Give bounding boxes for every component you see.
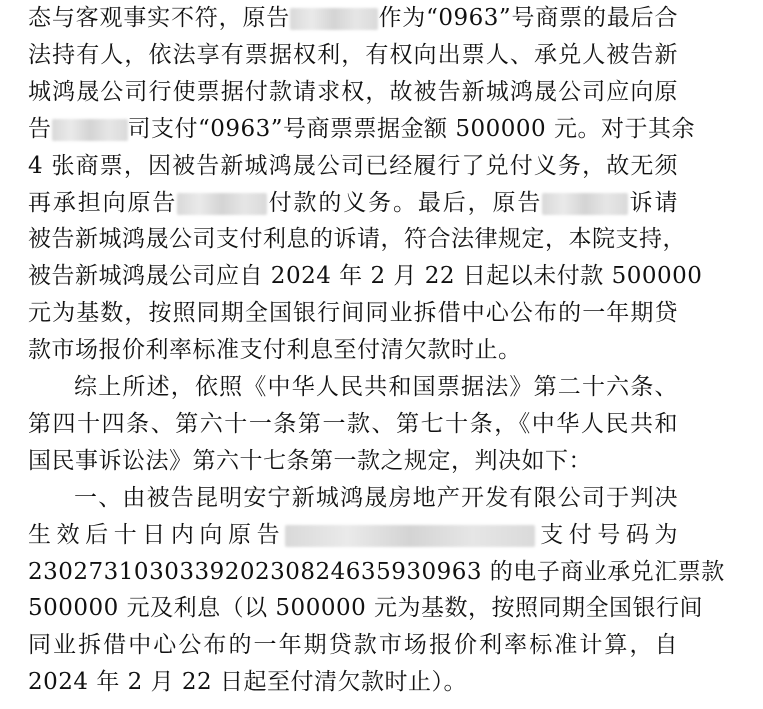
redacted-name-block [52, 119, 128, 141]
text-line [28, 443, 678, 479]
text-segment: 被告新城鸿晟公司应自 2024 年 2 月 22 日起以未付款 500000 [28, 263, 703, 290]
text-segment: 被告新城鸿晟公司支付利息的诉请，符合法律规定，本院支持， [28, 226, 686, 253]
text-line [28, 0, 678, 36]
text-line [28, 554, 725, 590]
text-segment: 作为“0963”号商票的最后合 [378, 5, 678, 31]
text-segment: 同业拆借中心公布的一年期贷款市场报价利率标准计算，自 [28, 632, 678, 659]
text-line [28, 406, 678, 442]
text-segment: 款市场报价利率标准支付利息至付清欠款时止。 [28, 337, 522, 364]
text-segment: 一、由被告昆明安宁新城鸿晟房地产开发有限公司于判决 [74, 484, 678, 511]
text-segment: 生效后十日内向原告 [28, 521, 286, 548]
text-line [28, 295, 678, 331]
text-line [74, 369, 678, 405]
redacted-name-block [285, 525, 535, 547]
text-line [28, 221, 686, 257]
text-segment: 司支付“0963”号商票票据金额 500000 元。对于其余 [127, 115, 695, 142]
text-segment: 支付号码为 [535, 521, 679, 548]
text-segment: 告 [28, 115, 52, 142]
redacted-name-block [177, 193, 267, 215]
text-segment: 再承担向原告 [28, 189, 178, 216]
text-line [28, 148, 678, 184]
text-line [28, 332, 678, 368]
text-segment: 国民事诉讼法》第六十七条第一款之规定，判决如下： [28, 447, 592, 474]
text-line [28, 517, 678, 553]
text-line [28, 627, 678, 663]
text-line [28, 590, 704, 626]
text-segment: 法持有人，依法享有票据权利，有权向出票人、承兑人被告新 [28, 41, 678, 68]
text-segment: 态与客观事实不符，原告 [28, 5, 291, 31]
text-segment: 付款的义务。最后，原告 [267, 189, 543, 216]
text-segment: 2024 年 2 月 22 日起至付清欠款时止）。 [28, 669, 467, 696]
text-line [28, 258, 703, 294]
text-line [74, 480, 678, 516]
text-line [28, 185, 678, 221]
text-line [28, 74, 678, 110]
text-line [28, 111, 695, 147]
text-segment: 元为基数，按照同期全国银行间同业拆借中心公布的一年期贷 [28, 300, 678, 327]
text-line [28, 664, 678, 700]
text-line [28, 37, 678, 73]
text-segment: 综上所述，依照《中华人民共和国票据法》第二十六条、 [74, 374, 678, 400]
redacted-name-block [290, 8, 378, 30]
text-segment: 230273103033920230824635930963 的电子商业承兑汇票款 [28, 558, 725, 585]
text-segment: 第四十四条、第六十一条第一款、第七十条，《中华人民共和 [28, 410, 678, 437]
text-segment: 诉请 [628, 189, 678, 216]
text-segment: 城鸿晟公司行使票据付款请求权，故被告新城鸿晟公司应向原 [28, 78, 678, 105]
text-segment: 500000 元及利息（以 500000 元为基数，按照同期全国银行间 [28, 595, 704, 622]
text-segment: 4 张商票，因被告新城鸿晟公司已经履行了兑付义务，故无须 [28, 152, 678, 179]
redacted-name-block [542, 193, 628, 215]
